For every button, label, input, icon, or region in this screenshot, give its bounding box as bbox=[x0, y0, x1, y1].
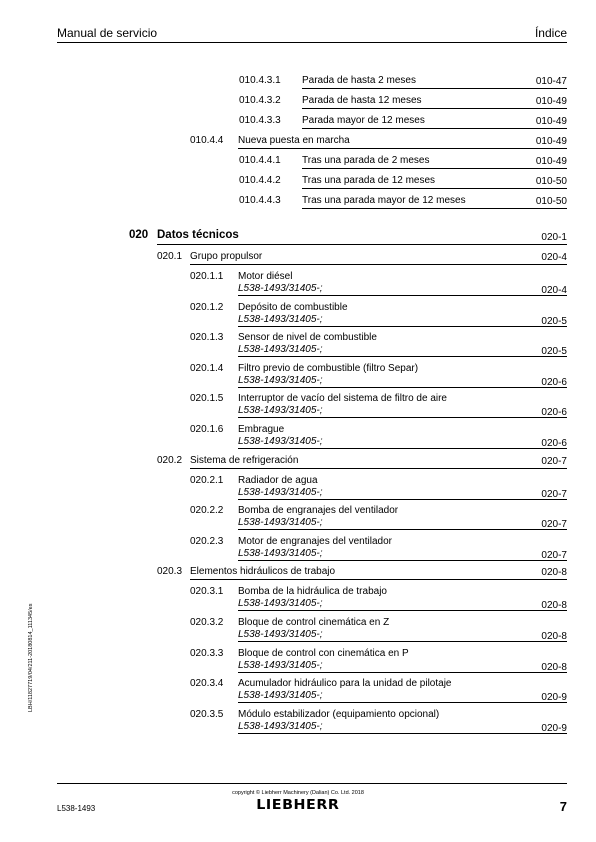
footer-divider bbox=[57, 783, 567, 784]
entry-title: Parada mayor de 12 meses bbox=[302, 115, 425, 126]
entry-page: 020-7 bbox=[541, 549, 567, 561]
entry-number: 020.1 bbox=[157, 251, 183, 262]
entry-number: 020.1.2 bbox=[190, 301, 224, 313]
entry-title: Parada de hasta 2 meses bbox=[302, 75, 416, 86]
entry-subtitle: L538-1493/31405-; bbox=[238, 517, 323, 529]
entry-title: Motor diésel bbox=[238, 271, 293, 282]
entry-number: 020.3.5 bbox=[190, 708, 224, 720]
entry-underline bbox=[238, 529, 567, 530]
entry-number: 020.2 bbox=[157, 454, 183, 466]
entry-title: Bomba de la hidráulica de trabajo bbox=[238, 586, 387, 598]
entry-underline bbox=[238, 326, 567, 327]
entry-page: 020-4 bbox=[541, 252, 567, 263]
toc-subentry bbox=[190, 648, 567, 673]
entry-number: 020.2.1 bbox=[190, 474, 224, 486]
entry-underline bbox=[302, 188, 567, 189]
toc-subentry bbox=[190, 709, 567, 734]
entry-page: 010-49 bbox=[535, 136, 567, 147]
entry-underline bbox=[302, 168, 567, 169]
toc-subentry bbox=[190, 393, 567, 418]
entry-page: 020-8 bbox=[541, 567, 567, 579]
chapter-title: Datos técnicos bbox=[157, 229, 239, 241]
entry-page: 010-49 bbox=[535, 116, 567, 127]
entry-page: 020-6 bbox=[541, 438, 567, 449]
toc-entry bbox=[239, 95, 567, 109]
entry-page: 010-49 bbox=[535, 96, 567, 107]
entry-subtitle: L538-1493/31405-; bbox=[238, 344, 323, 356]
entry-number: 020.1.5 bbox=[190, 393, 224, 405]
entry-title: Depósito de combustible bbox=[238, 301, 348, 313]
copyright-text: copyright © Liebherr Machinery (Dalian) Co. Ltd. 2018 bbox=[232, 790, 364, 796]
entry-number: 020.1.6 bbox=[190, 424, 224, 435]
entry-underline bbox=[302, 128, 567, 129]
entry-number: 010.4.3.2 bbox=[239, 95, 281, 106]
entry-number: 010.4.3.3 bbox=[239, 115, 281, 126]
entry-number: 010.4.4.3 bbox=[239, 195, 281, 206]
entry-subtitle: L538-1493/31405-; bbox=[238, 690, 323, 702]
document-code: L538-1493 bbox=[57, 804, 96, 813]
entry-title: Tras una parada mayor de 12 meses bbox=[302, 195, 466, 206]
entry-subtitle: L538-1493/31405-; bbox=[238, 547, 323, 559]
entry-underline bbox=[302, 88, 567, 89]
toc-entry bbox=[239, 115, 567, 129]
toc-entry bbox=[239, 175, 567, 189]
toc-subentry bbox=[190, 505, 567, 530]
entry-title: Bloque de control con cinemática en P bbox=[238, 647, 409, 659]
entry-title: Módulo estabilizador (equipamiento opcional) bbox=[238, 708, 440, 720]
entry-underline bbox=[302, 108, 567, 109]
entry-page: 020-7 bbox=[541, 488, 567, 500]
entry-underline bbox=[238, 641, 567, 642]
toc-entry bbox=[239, 195, 567, 209]
entry-title: Tras una parada de 12 meses bbox=[302, 175, 436, 186]
manual-title: Manual de servicio bbox=[57, 26, 158, 40]
entry-number: 010.4.3.1 bbox=[239, 75, 281, 86]
entry-subtitle: L538-1493/31405-; bbox=[238, 486, 323, 498]
entry-title: Nueva puesta en marcha bbox=[238, 135, 350, 146]
entry-title: Sistema de refrigeración bbox=[190, 454, 299, 466]
entry-underline bbox=[190, 264, 567, 265]
toc-subentry bbox=[190, 617, 567, 642]
entry-number: 010.4.4.1 bbox=[239, 155, 281, 166]
entry-subtitle: L538-1493/31405-; bbox=[238, 313, 323, 325]
entry-underline bbox=[238, 499, 567, 500]
entry-subtitle: L538-1493/31405-; bbox=[238, 283, 323, 294]
entry-underline bbox=[238, 702, 567, 703]
entry-title: Parada de hasta 12 meses bbox=[302, 95, 422, 106]
toc-subentry bbox=[190, 271, 567, 296]
chapter-page: 020-1 bbox=[541, 232, 567, 243]
entry-page: 020-5 bbox=[541, 315, 567, 327]
entry-title: Elementos hidráulicos de trabajo bbox=[190, 566, 336, 578]
entry-title: Grupo propulsor bbox=[190, 251, 263, 262]
liebherr-logo bbox=[0, 796, 596, 814]
entry-underline bbox=[238, 387, 567, 388]
side-document-code: LBH/11827719/04/211-20180814_111345/es bbox=[28, 603, 34, 712]
toc-subentry bbox=[190, 475, 567, 500]
entry-page: 020-6 bbox=[541, 407, 567, 419]
entry-underline bbox=[238, 560, 567, 561]
entry-number: 020.1.1 bbox=[190, 271, 224, 282]
toc-subentry bbox=[190, 424, 567, 449]
entry-number: 020.3 bbox=[157, 566, 183, 578]
toc-section bbox=[157, 455, 567, 469]
entry-number: 020.3.2 bbox=[190, 617, 224, 628]
entry-number: 020.3.1 bbox=[190, 586, 224, 598]
index-title: Índice bbox=[534, 26, 567, 40]
entry-title: Interruptor de vacío del sistema de filtro de aire bbox=[238, 393, 447, 405]
page-number: 7 bbox=[559, 799, 567, 814]
entry-page: 010-50 bbox=[535, 196, 567, 207]
entry-subtitle: L538-1493/31405-; bbox=[238, 598, 323, 610]
entry-title: Bloque de control cinemática en Z bbox=[238, 617, 390, 628]
entry-underline bbox=[302, 208, 567, 209]
entry-underline bbox=[238, 672, 567, 673]
entry-number: 020.2.2 bbox=[190, 505, 224, 517]
toc-subentry bbox=[190, 363, 567, 388]
toc-section bbox=[157, 251, 567, 265]
entry-number: 010.4.4.2 bbox=[239, 175, 281, 186]
entry-number: 010.4.4 bbox=[190, 135, 224, 146]
entry-title: Filtro previo de combustible (filtro Separ) bbox=[238, 362, 419, 374]
entry-page: 010-50 bbox=[535, 176, 567, 187]
entry-title: Radiador de agua bbox=[238, 474, 318, 486]
entry-page: 020-8 bbox=[541, 631, 567, 642]
entry-underline bbox=[238, 356, 567, 357]
entry-underline bbox=[238, 448, 567, 449]
toc-subentry bbox=[190, 332, 567, 357]
entry-page: 020-4 bbox=[541, 285, 567, 296]
entry-subtitle: L538-1493/31405-; bbox=[238, 720, 323, 732]
entry-title: Bomba de engranajes del ventilador bbox=[238, 505, 399, 517]
entry-title: Acumulador hidráulico para la unidad de pilotaje bbox=[238, 678, 452, 690]
toc-subentry bbox=[190, 302, 567, 327]
entry-underline bbox=[238, 417, 567, 418]
entry-number: 020.1.4 bbox=[190, 362, 224, 374]
entry-page: 010-47 bbox=[535, 76, 567, 87]
chapter-underline bbox=[157, 244, 567, 245]
toc-entry bbox=[190, 135, 567, 149]
entry-number: 020.2.3 bbox=[190, 535, 224, 547]
entry-page: 020-7 bbox=[541, 519, 567, 531]
entry-subtitle: L538-1493/31405-; bbox=[238, 405, 323, 417]
entry-page: 020-8 bbox=[541, 661, 567, 673]
entry-title: Embrague bbox=[238, 424, 285, 435]
entry-underline bbox=[238, 733, 567, 734]
entry-number: 020.1.3 bbox=[190, 332, 224, 344]
chapter-number: 020 bbox=[129, 229, 149, 241]
toc-entry bbox=[239, 155, 567, 169]
entry-subtitle: L538-1493/31405-; bbox=[238, 659, 323, 671]
entry-subtitle: L538-1493/31405-; bbox=[238, 374, 323, 386]
toc-subentry bbox=[190, 678, 567, 703]
header-divider bbox=[57, 42, 567, 43]
entry-page: 020-9 bbox=[541, 722, 567, 734]
entry-subtitle: L538-1493/31405-; bbox=[238, 629, 323, 640]
entry-title: Sensor de nivel de combustible bbox=[238, 332, 377, 344]
entry-underline bbox=[190, 468, 567, 469]
entry-page: 020-8 bbox=[541, 600, 567, 612]
entry-page: 020-7 bbox=[541, 455, 567, 467]
logo-text: LIEBHERR bbox=[256, 798, 340, 813]
entry-page: 020-9 bbox=[541, 692, 567, 704]
entry-number: 020.3.3 bbox=[190, 647, 224, 659]
entry-title: Motor de engranajes del ventilador bbox=[238, 535, 392, 547]
entry-underline bbox=[238, 148, 567, 149]
entry-underline bbox=[238, 295, 567, 296]
entry-title: Tras una parada de 2 meses bbox=[302, 155, 430, 166]
entry-underline bbox=[190, 579, 567, 580]
toc-section bbox=[157, 566, 567, 580]
entry-page: 020-6 bbox=[541, 376, 567, 388]
entry-number: 020.3.4 bbox=[190, 678, 224, 690]
toc-subentry bbox=[190, 536, 567, 561]
entry-underline bbox=[238, 610, 567, 611]
entry-page: 010-49 bbox=[535, 156, 567, 167]
toc-entry bbox=[239, 75, 567, 89]
entry-page: 020-5 bbox=[541, 346, 567, 358]
toc-subentry bbox=[190, 586, 567, 611]
entry-subtitle: L538-1493/31405-; bbox=[238, 436, 323, 447]
